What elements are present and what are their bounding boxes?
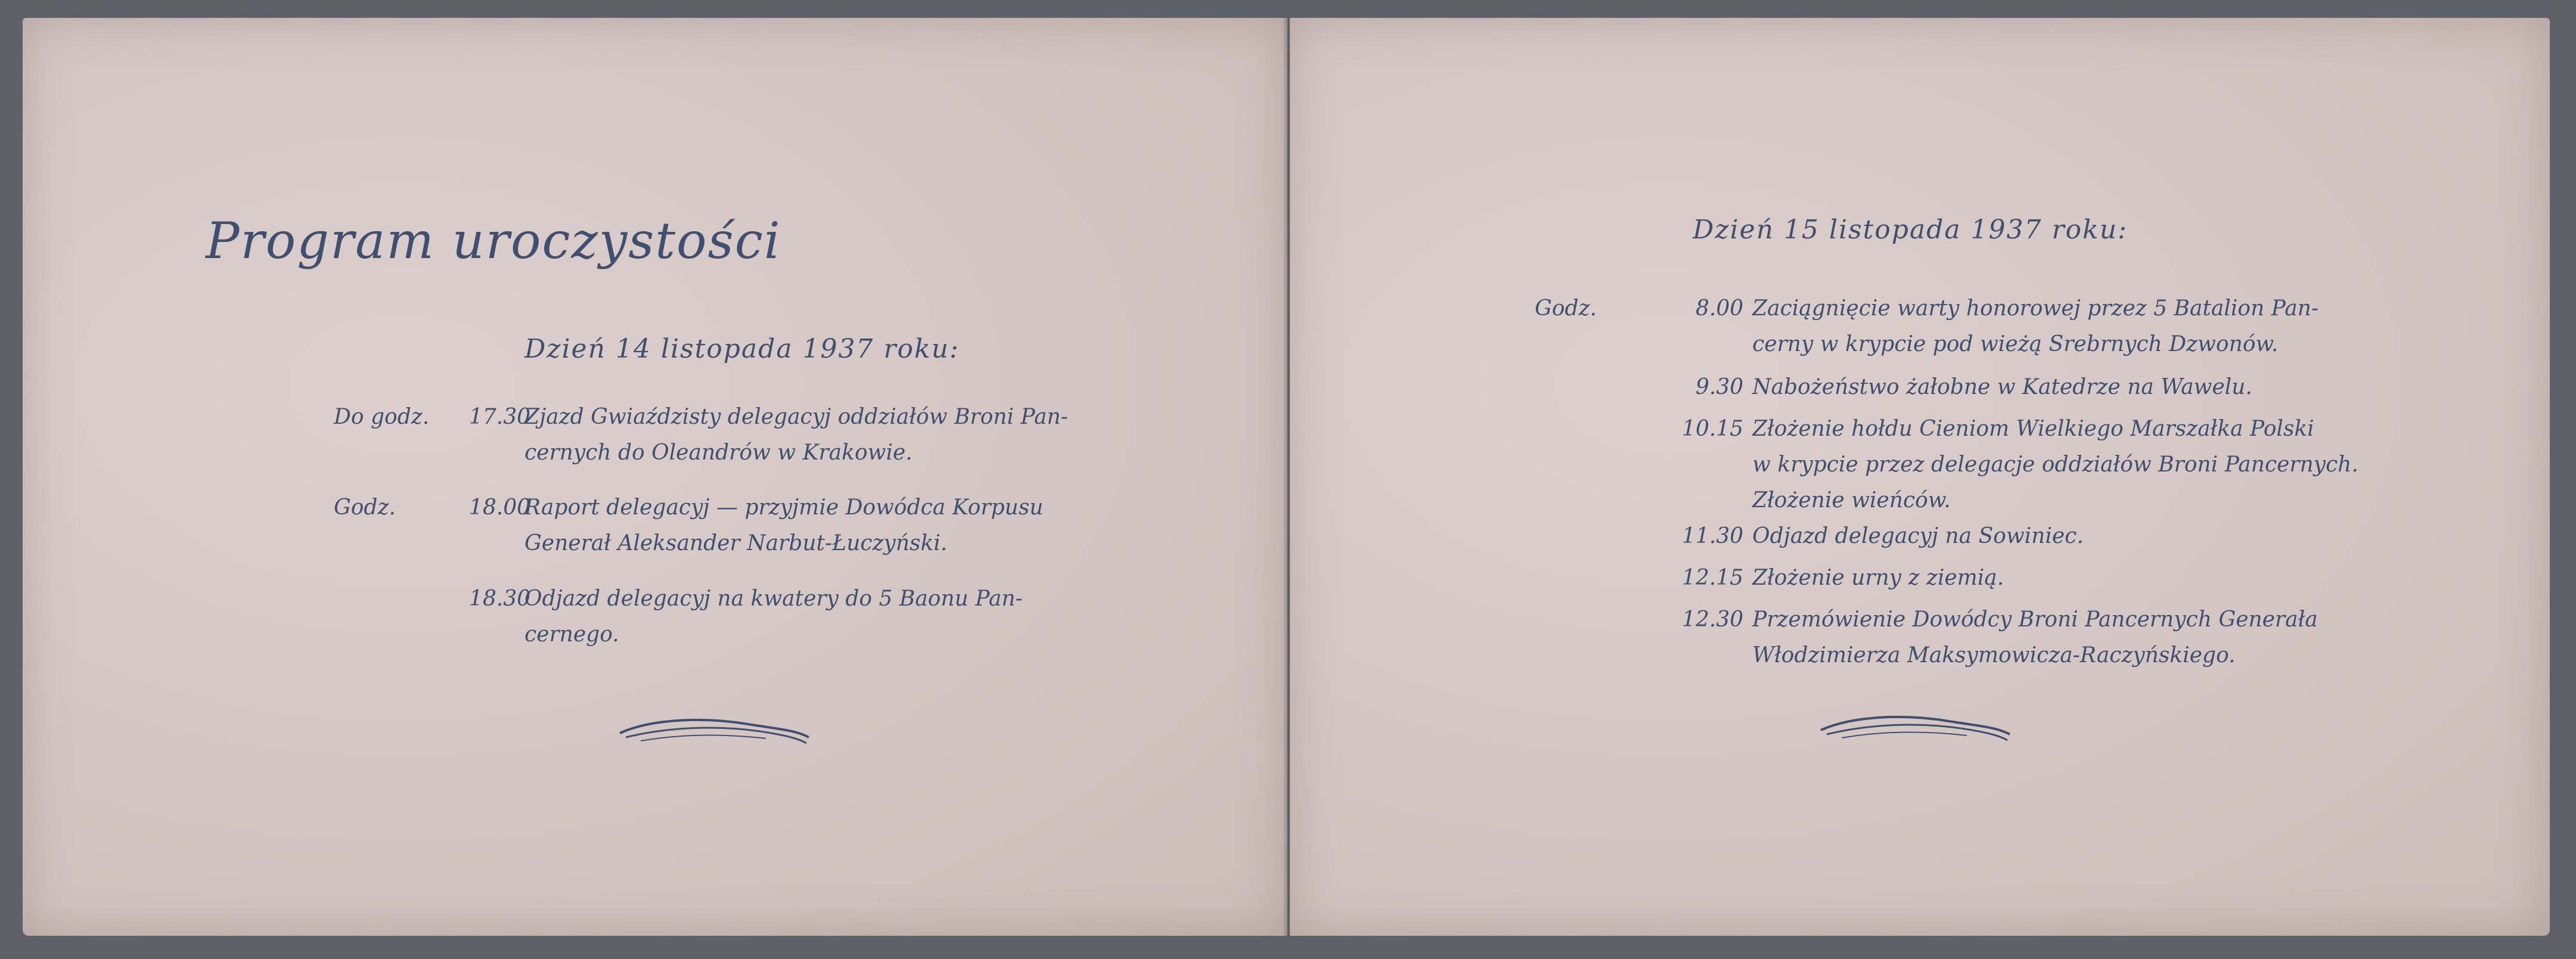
entry-time: 12.30	[1681, 607, 1743, 632]
day1-heading: Dzień 14 listopada 1937 roku:	[524, 334, 960, 364]
entry-text	[1752, 370, 2576, 405]
entry-line: Odjazd delegacyj na kwatery do 5 Baonu Pan-	[524, 586, 1023, 611]
day2-heading: Dzień 15 listopada 1937 roku:	[1693, 215, 2128, 245]
program-left-page	[23, 18, 1287, 936]
entry-line: Włodzimierza Maksymowicza-Raczyńskiego.	[1752, 643, 2236, 668]
program-title: Program uroczystości	[206, 212, 781, 270]
entry-line: cernego.	[524, 622, 619, 647]
entry-text	[1752, 291, 2576, 362]
entry-line: Generał Aleksander Narbut-Łuczyński.	[524, 531, 948, 555]
flourish-ornament-icon	[1818, 709, 2015, 745]
entry-time: 10.15	[1681, 417, 1743, 441]
entry-text	[524, 581, 1442, 653]
entry-time: 9.30	[1695, 375, 1743, 399]
entry-line: Przemówienie Dowódcy Broni Pancernych Generała	[1752, 607, 2318, 632]
entry-prefix: Godz.	[334, 495, 396, 520]
entry-time: 18.00	[468, 495, 530, 520]
entry-line: cerny w krypcie pod wieżą Srebrnych Dzwonów.	[1752, 332, 2279, 356]
entry-time: 8.00	[1695, 296, 1743, 321]
entry-line: w krypcie przez delegacje oddziałów Broni Pancernych.	[1752, 452, 2358, 477]
entry-text	[1752, 560, 2576, 596]
entry-text	[1752, 519, 2576, 554]
entry-time: 17.30	[468, 405, 530, 429]
entry-text	[1752, 411, 2576, 519]
entry-text	[1752, 602, 2576, 674]
entry-text	[524, 399, 1442, 471]
entry-line: Zaciągnięcie warty honorowej przez 5 Batalion Pan-	[1752, 296, 2319, 321]
entry-prefix: Do godz.	[334, 405, 430, 429]
entry-time: 11.30	[1681, 524, 1743, 548]
flourish-ornament-icon	[617, 712, 814, 748]
entry-line: Złożenie wieńców.	[1752, 488, 1951, 513]
entry-prefix: Godz.	[1535, 296, 1597, 321]
entry-time: 18.30	[468, 586, 530, 611]
entry-line: Nabożeństwo żałobne w Katedrze na Wawelu.	[1752, 375, 2252, 399]
entry-line: Złożenie hołdu Cieniom Wielkiego Marszałka Polski	[1752, 417, 2314, 441]
entry-line: Raport delegacyj — przyjmie Dowódca Korpusu	[524, 495, 1044, 520]
center-fold	[1283, 18, 1291, 936]
entry-line: Odjazd delegacyj na Sowiniec.	[1752, 524, 2084, 548]
entry-line: cernych do Oleandrów w Krakowie.	[524, 440, 913, 465]
entry-time: 12.15	[1681, 566, 1743, 590]
entry-line: Zjazd Gwiaździsty delegacyj oddziałów Broni Pan-	[524, 405, 1068, 429]
entry-line: Złożenie urny z ziemią.	[1752, 566, 2004, 590]
entry-text	[524, 490, 1442, 561]
